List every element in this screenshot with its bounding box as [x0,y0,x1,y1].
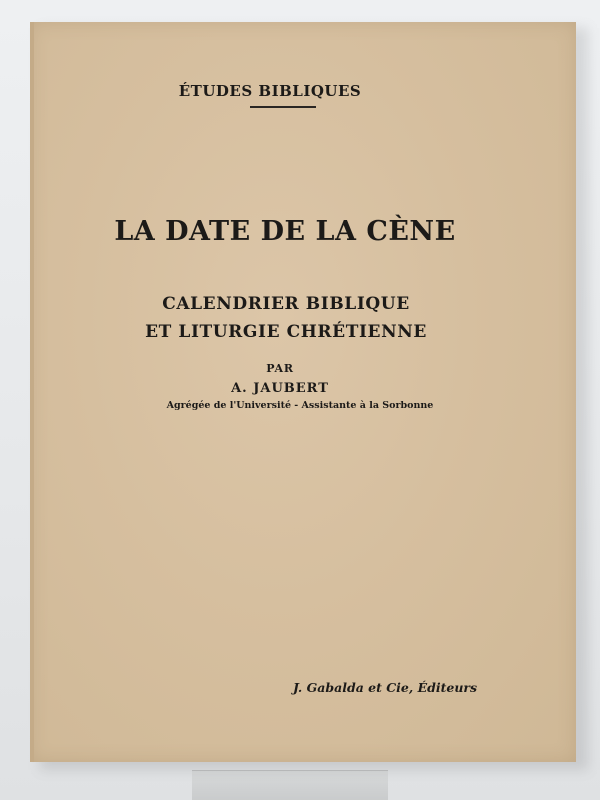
book-subtitle [30,290,542,346]
author-affiliation: Agrégée de l'Université - Assistante à la Sorbonne [166,400,434,411]
book-title: LA DATE DE LA CÈNE [114,216,456,247]
series-title: ÉTUDES BIBLIQUES [178,82,362,100]
publisher-imprint: J. Gabalda et Cie, Éditeurs [292,680,478,695]
series-underline [250,106,316,108]
by-label: PAR [266,362,294,375]
subtitle-line-2: ET LITURGIE CHRÉTIENNE [145,322,427,342]
author-name: A. JAUBERT [231,381,329,396]
display-stand [192,770,388,800]
subtitle-line-1: CALENDRIER BIBLIQUE [162,294,410,314]
